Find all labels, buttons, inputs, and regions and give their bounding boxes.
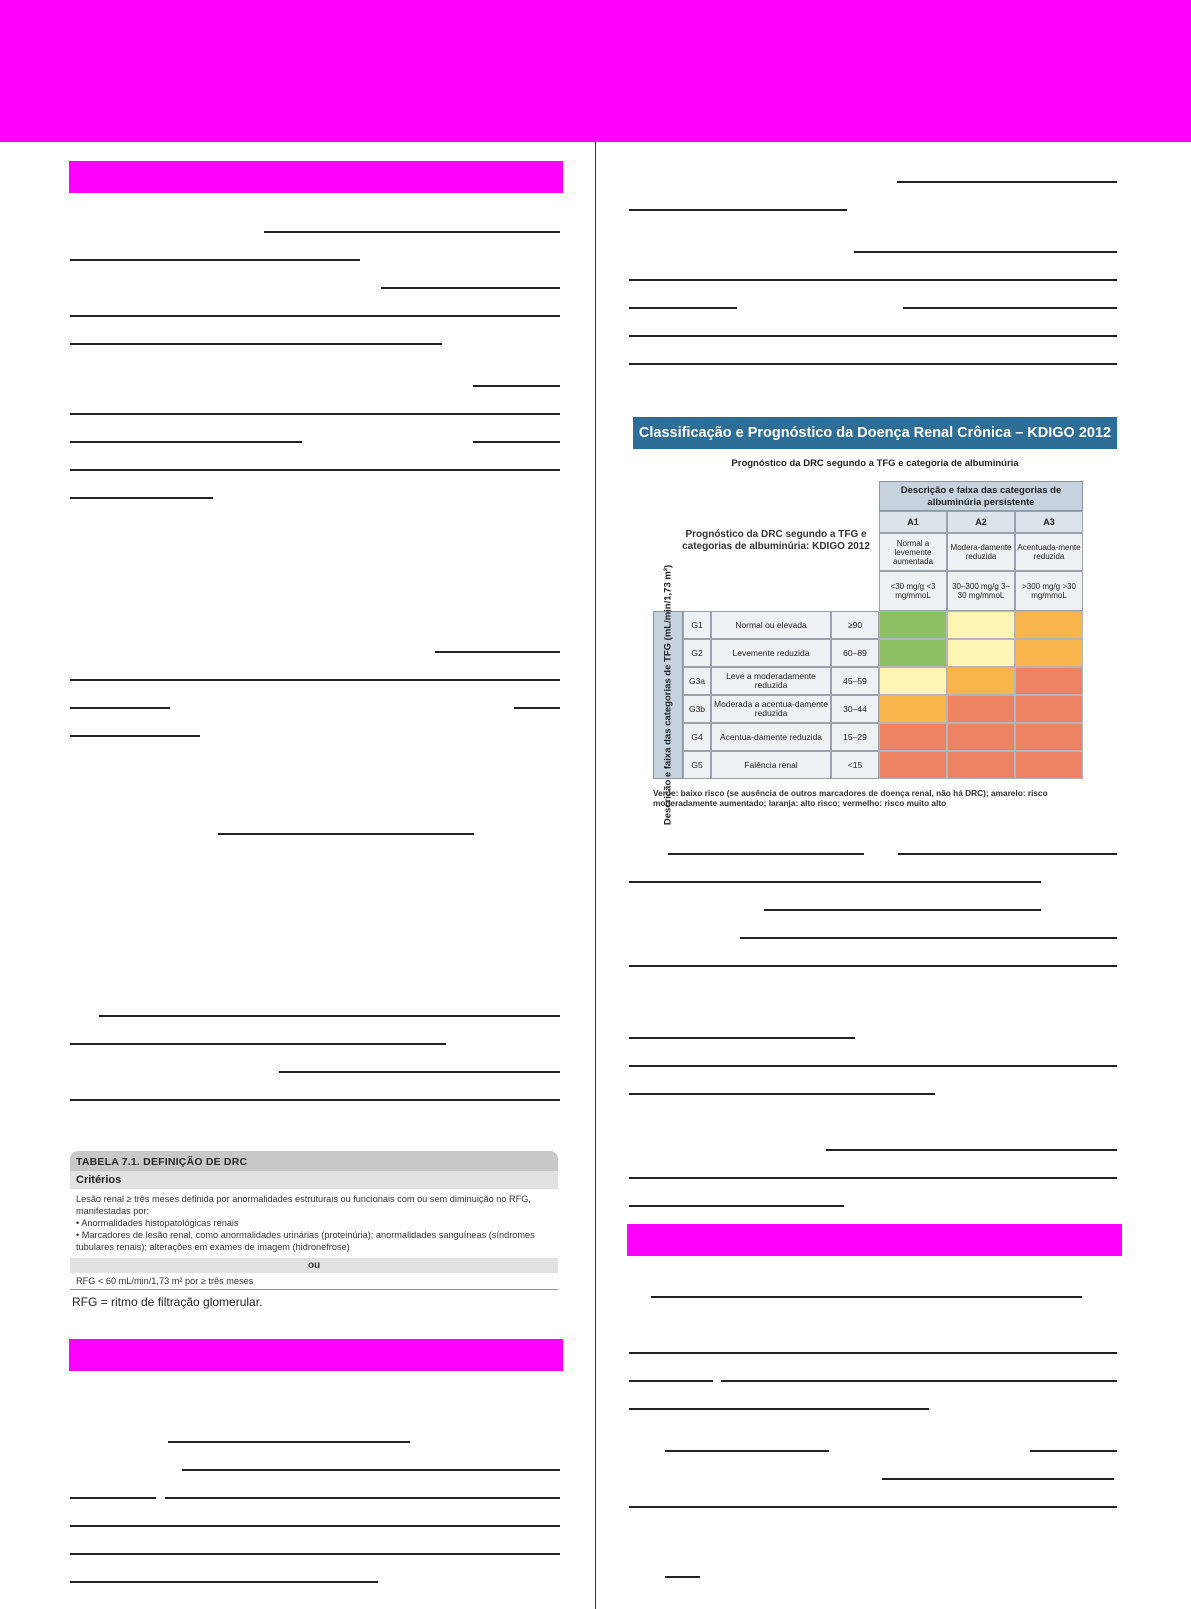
gfr-code: G2 bbox=[683, 639, 711, 667]
kdigo-left-label: Prognóstico da DRC segundo a TFG e categorias de albuminúria: KDIGO 2012 bbox=[682, 529, 870, 552]
text-line bbox=[897, 181, 1117, 183]
gfr-code: G3a bbox=[683, 667, 711, 695]
text-line bbox=[70, 707, 170, 709]
risk-cell-red bbox=[947, 723, 1015, 751]
risk-cell-red bbox=[1015, 695, 1083, 723]
text-line bbox=[629, 1380, 713, 1382]
text-line bbox=[435, 651, 560, 653]
or-label: ou bbox=[70, 1258, 558, 1273]
text-line bbox=[629, 1037, 855, 1039]
table-footnote: RFG = ritmo de filtração glomerular. bbox=[72, 1295, 263, 1309]
criteria-intro: Lesão renal ≥ três meses definida por anormalidades estruturais ou funcionais com ou sem diminuição no RFG, manifestadas por: bbox=[76, 1194, 531, 1216]
risk-cell-green bbox=[879, 611, 947, 639]
gfr-header bbox=[653, 564, 683, 826]
text-line bbox=[629, 363, 1117, 365]
col-code: A1 bbox=[879, 511, 947, 533]
text-line bbox=[629, 1352, 1117, 1354]
section-bar-3 bbox=[627, 1224, 1122, 1256]
text-line bbox=[70, 1581, 378, 1583]
text-line bbox=[70, 315, 560, 317]
gfr-code: G3b bbox=[683, 695, 711, 723]
text-line bbox=[473, 385, 560, 387]
text-line bbox=[764, 909, 1041, 911]
text-line bbox=[629, 1177, 1117, 1179]
text-line bbox=[740, 937, 1117, 939]
text-line bbox=[854, 251, 1117, 253]
col-range: >300 mg/g >30 mg/mmoL bbox=[1015, 571, 1083, 611]
gfr-description: Leve a moderadamente reduzida bbox=[711, 667, 831, 695]
text-line bbox=[629, 209, 847, 211]
text-line bbox=[629, 1506, 1117, 1508]
text-line bbox=[70, 679, 560, 681]
text-line bbox=[629, 1093, 935, 1095]
text-line bbox=[70, 1043, 446, 1045]
risk-cell-red bbox=[947, 695, 1015, 723]
text-line bbox=[882, 1478, 1114, 1480]
gfr-range: 45–59 bbox=[831, 667, 879, 695]
text-line bbox=[99, 1015, 560, 1017]
kdigo-figure bbox=[633, 417, 1117, 826]
gfr-header-text: Descrição e faixa das categorias de TFG (mL/min/1,73 m²) bbox=[662, 564, 674, 826]
risk-cell-yellow bbox=[879, 667, 947, 695]
text-line bbox=[898, 853, 1117, 855]
text-line bbox=[279, 1071, 560, 1073]
risk-cell-red bbox=[947, 751, 1015, 779]
gfr-description: Acentua-damente reduzida bbox=[711, 723, 831, 751]
text-line bbox=[182, 1469, 560, 1471]
section-bar-2 bbox=[69, 1339, 563, 1371]
kdigo-title: Classificação e Prognóstico da Doença Renal Crônica – KDIGO 2012 bbox=[633, 417, 1117, 449]
text-line bbox=[165, 1497, 560, 1499]
rfg-criterion: RFG < 60 mL/min/1,73 m² por ≥ três meses bbox=[70, 1273, 558, 1290]
risk-cell-orange bbox=[1015, 639, 1083, 667]
gfr-range: 60–89 bbox=[831, 639, 879, 667]
text-line bbox=[70, 259, 360, 261]
text-line bbox=[70, 1497, 156, 1499]
risk-cell-orange bbox=[1015, 611, 1083, 639]
gfr-range: ≥90 bbox=[831, 611, 879, 639]
criteria-title: Critérios bbox=[70, 1171, 558, 1189]
risk-cell-yellow bbox=[947, 639, 1015, 667]
text-line bbox=[629, 1408, 929, 1410]
risk-cell-orange bbox=[947, 667, 1015, 695]
col-code: A3 bbox=[1015, 511, 1083, 533]
criteria-bullet: • Marcadores de lesão renal, como anormalidades urinárias (proteinúria); anormalidades sanguíneas (síndromes tubulares renais); alterações em exames de imagem (hidronefrose) bbox=[76, 1230, 535, 1252]
text-line bbox=[629, 1065, 1117, 1067]
text-line bbox=[514, 707, 560, 709]
text-line bbox=[629, 279, 1117, 281]
risk-cell-red bbox=[1015, 667, 1083, 695]
text-line bbox=[665, 1576, 700, 1578]
col-desc: Normal a levemente aumentada bbox=[879, 533, 947, 571]
text-line bbox=[903, 307, 1117, 309]
text-line bbox=[70, 343, 442, 345]
text-line bbox=[629, 881, 1041, 883]
col-desc: Modera-damente reduzida bbox=[947, 533, 1015, 571]
gfr-description: Levemente reduzida bbox=[711, 639, 831, 667]
table-header: TABELA 7.1. DEFINIÇÃO DE DRC bbox=[70, 1151, 558, 1171]
text-line bbox=[70, 735, 200, 737]
gfr-description: Moderada a acentua-damente reduzida bbox=[711, 695, 831, 723]
risk-cell-orange bbox=[879, 695, 947, 723]
text-line bbox=[70, 413, 560, 415]
gfr-code: G5 bbox=[683, 751, 711, 779]
col-desc: Acentuada-mente reduzida bbox=[1015, 533, 1083, 571]
gfr-range: <15 bbox=[831, 751, 879, 779]
text-line bbox=[665, 1450, 829, 1452]
risk-cell-red bbox=[1015, 723, 1083, 751]
text-line bbox=[70, 1553, 560, 1555]
text-line bbox=[651, 1296, 1082, 1298]
text-line bbox=[629, 307, 737, 309]
text-line bbox=[1030, 1450, 1117, 1452]
criteria-body bbox=[70, 1189, 558, 1256]
text-line bbox=[264, 231, 560, 233]
col-code: A2 bbox=[947, 511, 1015, 533]
text-line bbox=[381, 287, 560, 289]
text-line bbox=[70, 1099, 560, 1101]
text-line bbox=[629, 1205, 844, 1207]
table-7-1 bbox=[70, 1151, 558, 1326]
text-line bbox=[629, 335, 1117, 337]
section-bar-1 bbox=[69, 161, 563, 193]
column-divider bbox=[595, 142, 596, 1609]
kdigo-legend: Verde: baixo risco (se ausência de outros marcadores de doença renal, não há DRC); amarelo: risco moderadamente aumentado; laranja: alto risco; vermelho: risco muito alto bbox=[653, 788, 1048, 808]
text-line bbox=[668, 853, 864, 855]
text-line bbox=[473, 441, 560, 443]
text-line bbox=[721, 1380, 1117, 1382]
risk-cell-red bbox=[879, 723, 947, 751]
gfr-code: G4 bbox=[683, 723, 711, 751]
risk-cell-green bbox=[879, 639, 947, 667]
col-range: 30–300 mg/g 3–30 mg/mmoL bbox=[947, 571, 1015, 611]
col-range: <30 mg/g <3 mg/mmoL bbox=[879, 571, 947, 611]
header-banner bbox=[0, 0, 1191, 142]
gfr-code: G1 bbox=[683, 611, 711, 639]
risk-cell-red bbox=[1015, 751, 1083, 779]
kdigo-subtitle: Prognóstico da DRC segundo a TFG e categoria de albuminúria bbox=[731, 458, 1019, 469]
text-line bbox=[218, 833, 474, 835]
text-line bbox=[629, 965, 1117, 967]
text-line bbox=[70, 497, 213, 499]
gfr-range: 30–44 bbox=[831, 695, 879, 723]
text-line bbox=[168, 1441, 410, 1443]
text-line bbox=[70, 441, 302, 443]
text-line bbox=[826, 1149, 1117, 1151]
gfr-range: 15–29 bbox=[831, 723, 879, 751]
gfr-description: Falência renal bbox=[711, 751, 831, 779]
text-line bbox=[70, 1525, 560, 1527]
criteria-bullet: • Anormalidades histopatológicas renais bbox=[76, 1218, 239, 1228]
risk-cell-yellow bbox=[947, 611, 1015, 639]
text-line bbox=[70, 469, 560, 471]
albuminuria-header: Descrição e faixa das categorias de albuminúria persistente bbox=[879, 481, 1083, 511]
gfr-description: Normal ou elevada bbox=[711, 611, 831, 639]
risk-cell-red bbox=[879, 751, 947, 779]
